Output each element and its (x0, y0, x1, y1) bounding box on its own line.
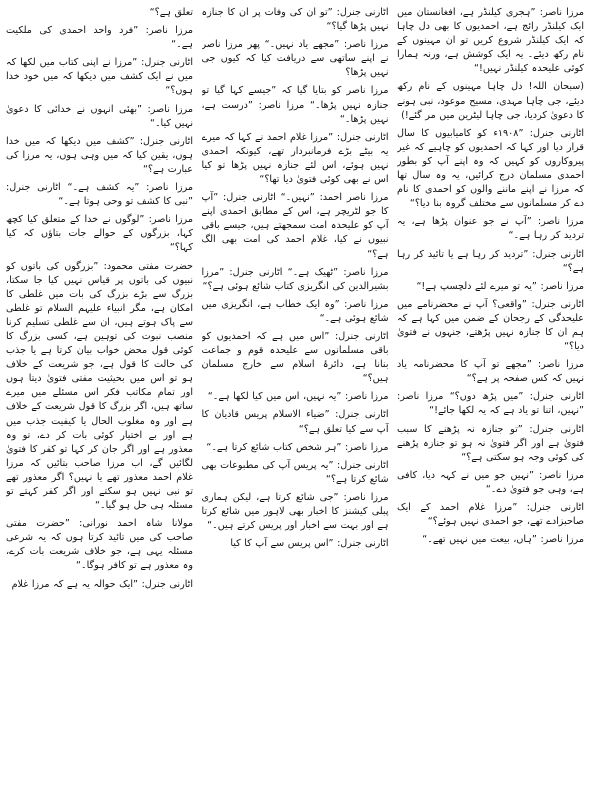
paragraph: حضرت مفتی محمود: ”بزرگوں کی باتوں کو نبیوں کی باتوں پر قیاس نہیں کیا جا سکتا، بزرگ سے بڑے بزرگ کی بات میں غلطی کا امکان ہے، مگر انبیاء علیہم السلام تو غلطی سے پاک ہوتے ہیں، ان سے غلطی تسلیم کرنا منصب نبوت کی توہین ہے، کسی بزرگ کا کوئی قول محض خواب بیان کرتا ہے یا جذب کی حالت کا قول ہے، جو شریعت کے خلاف ہو تو اس میں بحیثیت مفتی فتویٰ دیتا ہوں اور تمام مکاتب فکر اس مسئلے میں میرے ساتھ ہیں، اگر بزرگ کا قول شریعت کے خلاف ہے اور وہ مغلوب الحال یا کیفیت جذب میں ہے اور بے اختیار کوئی بات کر دے، تو وہ معذور ہے اور اگر جان کر کہا تو کفر کا فتویٰ لگائیں گے، اب مرزا صاحب بتائیں کہ مرزا غلام احمد معذور تھے یا نہیں؟ اگر معذور تھے تو نبی نہیں ہو سکتے اور اگر کفر کہتے تو مسئلہ ہی حل ہو گیا۔“ (6, 260, 193, 512)
paragraph: مرزا ناصر: ”ہجری کیلنڈر ہے، افغانستان میں ایک کیلنڈر رائج ہے، احمدیوں کا بھی دل چاہا کہ ایک کیلنڈر شروع کریں تو ان مہینوں کے نام رکھ دیئے۔ یہ ایک کوشش ہے، ورنہ ہمارا کوئی علیحدہ کیلنڈر نہیں!“ (397, 7, 584, 75)
paragraph: اٹارنی جنرل: ”مرزا نے اپنی کتاب میں لکھا کہ میں نے ایک کشف میں دیکھا کہ میں خود خدا ہوں؟“ (6, 57, 193, 97)
paragraph: (سبحان اللہ! دل چاہا مہینوں کے نام رکھ دیئے، جی چاہا مہدی، مسیح موعود، نبی ہونے کا دعویٰ کردیا، جی چاہا لیٹرین میں مر گئے!) (397, 81, 584, 121)
paragraph: اٹارنی جنرل: ”۱۹۰۸ء کو کامیابیوں کا سال قرار دیا اور کہا کہ احمدیوں کو چاہیے کہ غیر پیروکاروں کو کہیں کہ وہ اپنے آپ کو بطور احمدی مسلمان درج کرائیں، یہ وہ سال تھا کہ مرزا نے اپنے ماننے والوں کو احمدی کا نام دے کر مسلمانوں سے مختلف گروہ بنا دیا؟“ (397, 127, 584, 210)
paragraph: مرزا ناصر: ”بھئی انہوں نے خدائی کا دعویٰ نہیں کیا۔“ (6, 103, 193, 129)
paragraph: مرزا ناصر: ”ہر شخص کتاب شائع کرتا ہے۔“ (206, 441, 389, 453)
paragraph: اٹارنی جنرل: ”ایک حوالہ یہ ہے کہ مرزا غلام (11, 578, 193, 590)
paragraph: اٹارنی جنرل: ”یہ پریس آپ کی مطبوعات بھی شائع کرتا ہے؟“ (201, 459, 389, 485)
paragraph: مرزا ناصر: ”فرد واحد احمدی کی ملکیت ہے۔“ (6, 25, 193, 51)
paragraph: مرزا ناصر: ”مجھے تو آپ کا محضرنامہ یاد نہیں کہ کس صفحہ پر ہے؟“ (397, 359, 584, 385)
paragraph: اٹارنی جنرل: ”واقعی؟ آپ نے محضرنامے میں علیحدگی کے رجحان کے ضمن میں کہا ہے کہ ہم ان کا جنازہ نہیں پڑھتے، جنہوں نے فتویٰ دیا؟“ (397, 298, 584, 353)
paragraph: تعلق ہے؟“ (149, 7, 193, 18)
paragraph: اٹارنی جنرل: ”تو جنازہ نہ پڑھنے کا سبب فتویٰ ہے اور اگر فتویٰ نہ ہو تو جنازہ پڑھنے کی کوئی وجہ ہو سکتی ہے؟“ (397, 423, 584, 463)
column-middle (202, 6, 389, 794)
paragraph: مرزا ناصر: ”یہ کشف ہے۔“ اٹارنی جنرل: ”نبی کا کشف تو وحی ہوتا ہے۔“ (6, 182, 193, 208)
column-left (6, 6, 193, 794)
paragraph: مرزا ناصر: ”مجھے یاد نہیں۔“ پھر مرزا ناصر نے اپنے ساتھی سے دریافت کیا کہ کیوں جی نہیں پڑھا؟ (201, 39, 389, 79)
paragraph: مرزا ناصر: ”آپ نے جو عنوان پڑھا ہے، یہ تردید کر رہا ہے۔“ (397, 216, 584, 242)
paragraph: اٹارنی جنرل: ”مرزا غلام احمد نے کہا کہ میرے یہ بیٹے بڑے فرمانبردار تھے، کیونکہ احمدی نہیں ہوئے، اس لئے جنازہ نہیں پڑھا تو کیا اس نے بھی کوئی فتویٰ دیا تھا؟“ (201, 131, 389, 186)
paragraph: مرزا ناصر: ”جی شائع کرتا ہے، لیکن ہماری پبلی کیشنز کا اخبار بھی لاہور میں شائع کرتا ہے اور بہت سے اخبار اور پریس کرتے ہیں۔“ (201, 491, 389, 532)
paragraph: مرزا ناصر کو بتایا گیا کہ ”جیسے کہا گیا تو جنازہ نہیں پڑھا۔“ مرزا ناصر: ”درست ہے، نہیں پڑھا۔“ (201, 85, 389, 125)
book-page (6, 6, 584, 794)
paragraph: مرزا ناصر: ”ہاں، بیعت میں نہیں تھے۔“ (422, 534, 584, 546)
paragraph: مرزا ناصر: ”لوگوں نے خدا کے متعلق کیا کچھ کہا، بزرگوں کے حوالے جات بتاؤں کہ کیا کہا؟“ (6, 214, 193, 254)
column-right (397, 6, 584, 794)
paragraph: مرزا ناصر: ”ٹھیک ہے۔“ اٹارنی جنرل: ”مرزا بشیرالدین کی انگریزی کتاب شائع ہوئی ہے؟“ (201, 266, 389, 292)
paragraph: مرزا ناصر: ”یہ تو میرے لئے دلچسپ ہے!“ (416, 280, 584, 292)
paragraph: اٹارنی جنرل: ”مرزا غلام احمد کے ایک صاحبزادے تھے، جو احمدی نہیں ہوئے؟“ (397, 502, 584, 528)
paragraph: مرزا ناصر: ”یہ نہیں، اس میں کیا لکھا ہے۔“ (207, 391, 389, 403)
paragraph: اٹارنی جنرل: ”کشف میں دیکھا کہ میں خدا ہوں، یقین کیا کہ میں وہی ہوں، یہ مرزا کی عبارت ہے؟“ (6, 135, 193, 175)
paragraph: اٹارنی جنرل: ”اس میں ہے کہ احمدیوں کو باقی مسلمانوں سے علیحدہ قوم و جماعت بنانا ہے، دائرۂ اسلام سے خارج مسلمان ہیں؟“ (201, 330, 389, 385)
paragraph: اٹارنی جنرل: ”اس پریس سے آپ کا کیا (230, 538, 389, 550)
paragraph: مرزا ناصر: ”وہ ایک خطاب ہے، انگریزی میں شائع ہوئی ہے۔“ (201, 298, 389, 324)
paragraph: مرزا ناصر: ”نہیں جو میں نے کہہ دیا، کافی ہے، وہی جو فتویٰ دے۔“ (397, 469, 584, 495)
paragraph: اٹارنی جنرل: ”میں پڑھ دوں؟“ مرزا ناصر: ”نہیں، اتنا تو یاد ہے کہ یہ لکھا جائے!“ (397, 391, 584, 417)
paragraph: مولانا شاہ احمد نورانی: ”حضرت مفتی صاحب کی میں تائید کرتا ہوں کہ یہ شرعی مسئلہ یہی ہے، جو خلاف شریعت بات کرے، وہ معذور ہے تو کافر ہوگا۔“ (6, 518, 193, 572)
paragraph: اٹارنی جنرل: ”ضیاء الاسلام پریس قادیان کا آپ سے کیا تعلق ہے؟“ (201, 409, 389, 435)
paragraph: اٹارنی جنرل: ”تو ان کی وفات پر ان کا جنازہ نہیں پڑھا گیا؟“ (201, 7, 389, 33)
paragraph: اٹارنی جنرل: ”تردید کر رہا ہے یا تائید کر رہا ہے؟“ (397, 248, 584, 274)
paragraph: مرزا ناصر احمد: ”نہیں۔“ اٹارنی جنرل: ”آپ کا جو لٹریچر ہے، اس کے مطابق احمدی اپنے آپ کو علیحدہ امت سمجھتے ہیں، جیسے باقی نبیوں نے کیا، غلام احمد کی امت بھی الگ ہے؟“ (201, 192, 389, 260)
